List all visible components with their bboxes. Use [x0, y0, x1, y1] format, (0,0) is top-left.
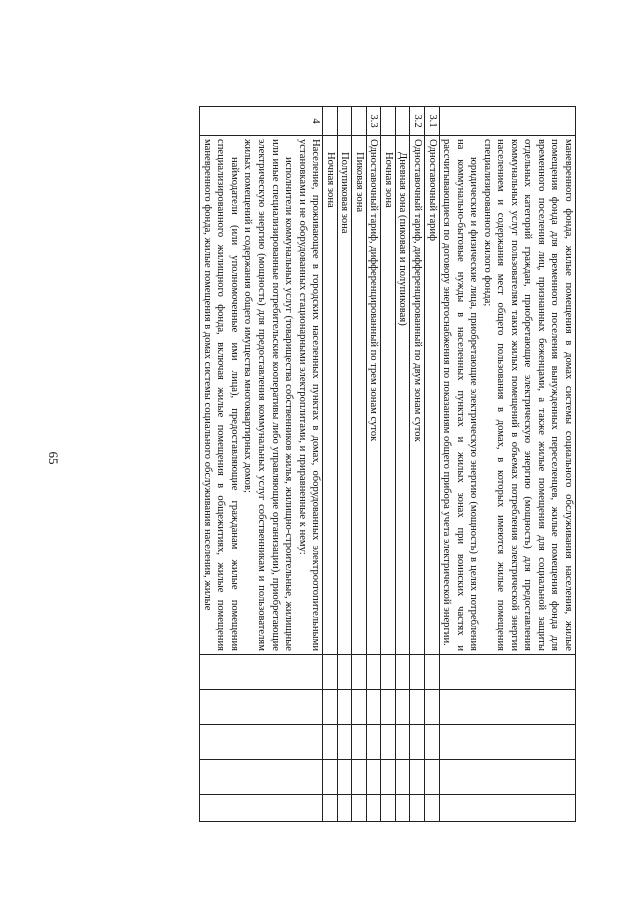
table-row [352, 107, 367, 822]
cell-tariff-label: Пиковая зона [352, 136, 367, 655]
tariff-table-rotated [84, 106, 576, 822]
row4-paragraph-1: Население, проживающее в городских населенных пунктах в домах, оборудованных электроотопительными установками и не оборудованных стационарными электроплитами, и приравненные к нему: [296, 139, 322, 651]
cell-tariff-label: Дневная зона (пиковая и полупиковая) [395, 136, 410, 655]
table-row-4 [200, 107, 323, 822]
page-number: 65 [46, 451, 61, 465]
cell-row-number [323, 107, 338, 136]
table-row-continuation [439, 107, 575, 822]
continuation-paragraph-1: маневренного фонда, жилые помещения в домах системы социального обслуживания населения, жилые помещения фонда для временного поселения вынужденных переселенцев, жилые помещения фонда для временного поселения лиц, признанных беженцами, а также жилые помещения для социальной защиты отдельных категорий граждан, приобретающие электрическую энергию (мощность) для предоставления коммунальных услуг пользователям таких жилых помещений в объемах потребления электрической энергии населением и содержания мест общего пользования в домах, в которых имеются жилые помещения специализированного жилого фонда; [481, 139, 574, 651]
cell-tariff-label: Одноставочный тариф, дифференцированный по трем зонам суток [366, 136, 381, 655]
table-row [410, 107, 425, 822]
cell-row4-text [200, 136, 323, 655]
table-row [395, 107, 410, 822]
cell-row-number: 4 [200, 107, 323, 136]
tariff-table [199, 106, 576, 822]
cell-row-number [337, 107, 352, 136]
cell-row-number [381, 107, 396, 136]
cell-row-number: 3.2 [410, 107, 425, 136]
cell-tariff-label: Ночная зона [381, 136, 396, 655]
cell-row-number: 3.3 [366, 107, 381, 136]
cell-tariff-label: Одноставочный тариф [424, 136, 439, 655]
continuation-paragraph-2: юридические и физические лица, приобретающие электрическую энергию (мощность) в целях потребления на коммунально-бытовые нужды в населенных пунктах и жилых зонах при воинских частях и рассчитывающиеся по договору энергоснабжения по показаниям общего прибора учета электрической энергии. [441, 139, 480, 651]
row4-paragraph-3: наймодатели (или уполномоченные ими лица), предоставляющие гражданам жилые помещения специализированного жилищного фонда, включая жилые помещения в общежитиях, жилые помещения маневренного фонда, жилые помещения в домах системы социального обслуживания населения, жилые [201, 139, 240, 651]
cell-tariff-label: Одноставочный тариф, дифференцированный по двум зонам суток [410, 136, 425, 655]
table-row [337, 107, 352, 822]
cell-num-empty [439, 107, 575, 136]
cell-row-number: 3.1 [424, 107, 439, 136]
cell-row-number [395, 107, 410, 136]
row4-paragraph-2: исполнители коммунальных услуг (товарищества собственников жилья, жилищно-строительные, жилищные или иные специализированные потребительские кооперативы либо управляющие организации), приобретающие электрическую энергию (мощность) для предоставления коммунальных услуг собственникам и пользователям жилых помещений и содержания общего имущества многоквартирных домов; [242, 139, 295, 651]
cell-tariff-label: Ночная зона [323, 136, 338, 655]
table-row [381, 107, 396, 822]
table-row [366, 107, 381, 822]
table-row [323, 107, 338, 822]
table-row [424, 107, 439, 822]
rotated-table-area [84, 106, 576, 822]
cell-tariff-label: Полупиковая зона [337, 136, 352, 655]
cell-row-number [352, 107, 367, 136]
cell-continuation-text [439, 136, 575, 655]
